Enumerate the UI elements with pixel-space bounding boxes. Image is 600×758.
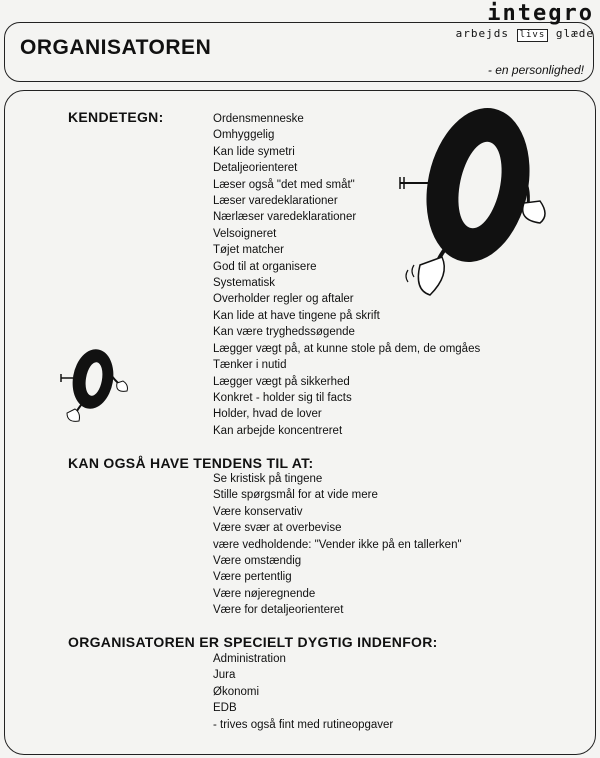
traits-heading: KENDETEGN: [68,109,164,125]
tendency-item: Se kristisk på tingene [213,473,323,485]
skills-heading: ORGANISATOREN ER SPECIELT DYGTIG INDENFOR: [68,634,438,650]
trait-item: Holder, hvad de lover [213,408,322,421]
trait-item: Kan lide symetri [213,145,295,158]
brand-tagline [456,26,594,42]
trait-item: Nærlæser varedeklarationer [213,211,357,224]
trait-item: Kan være tryghedssøgende [213,326,355,339]
tendency-item: Være pertentlig [213,571,292,584]
tendencies-heading: KAN OGSÅ HAVE TENDENS TIL AT: [68,455,314,471]
brand-logo [456,2,594,42]
brand-tagline-left: arbejds [455,27,509,40]
running-o-small-illustration [55,345,135,425]
trait-item: Konkret - holder sig til facts [213,391,352,404]
tendency-item: Stille spørgsmål for at vide mere [213,489,378,502]
trait-item: Tænker i nutid [213,359,287,372]
skill-item: Økonomi [213,685,260,698]
page-title: ORGANISATOREN [20,36,212,59]
tendency-item: Være nøjeregnende [213,587,316,600]
tendency-item: Være konservativ [213,505,303,518]
trait-item: Lægger vægt på sikkerhed [213,375,350,388]
skill-item: Administration [213,653,286,665]
skill-item: EDB [213,702,237,715]
motto: - en personlighed! [487,63,584,77]
trait-item: Omhyggelig [213,129,275,142]
tendency-item: Være omstændig [213,555,302,568]
trait-item: Ordensmenneske [213,113,304,125]
trait-item: Lægger vægt på, at kunne stole på dem, de omgåes [213,342,481,355]
running-o-large-illustration [390,105,560,305]
trait-item: Læser også "det med småt" [213,178,355,191]
trait-item: Læser varedeklarationer [213,195,338,208]
brand-tagline-box: livs [517,29,549,42]
skill-item: - trives også fint med rutineopgaver [213,718,394,731]
tendency-item: Være svær at overbevise [213,522,342,535]
trait-item: Detaljeorienteret [213,162,298,175]
tendencies-list [213,471,462,619]
skills-list [213,651,393,733]
tendency-item: være vedholdende: "Vender ikke på en tallerken" [213,538,462,551]
trait-item: Velsoigneret [213,227,277,240]
trait-item: Tøjet matcher [213,244,284,257]
tendency-item: Være for detaljeorienteret [213,604,344,617]
brand-tagline-right: glæde [555,27,594,40]
brand-name: integro [487,1,594,26]
trait-item: Kan arbejde koncentreret [213,424,343,437]
trait-item: Kan lide at have tingene på skrift [213,309,380,322]
skill-item: Jura [213,669,236,682]
trait-item: God til at organisere [213,260,317,273]
trait-item: Systematisk [213,277,275,290]
trait-item: Overholder regler og aftaler [213,293,354,306]
